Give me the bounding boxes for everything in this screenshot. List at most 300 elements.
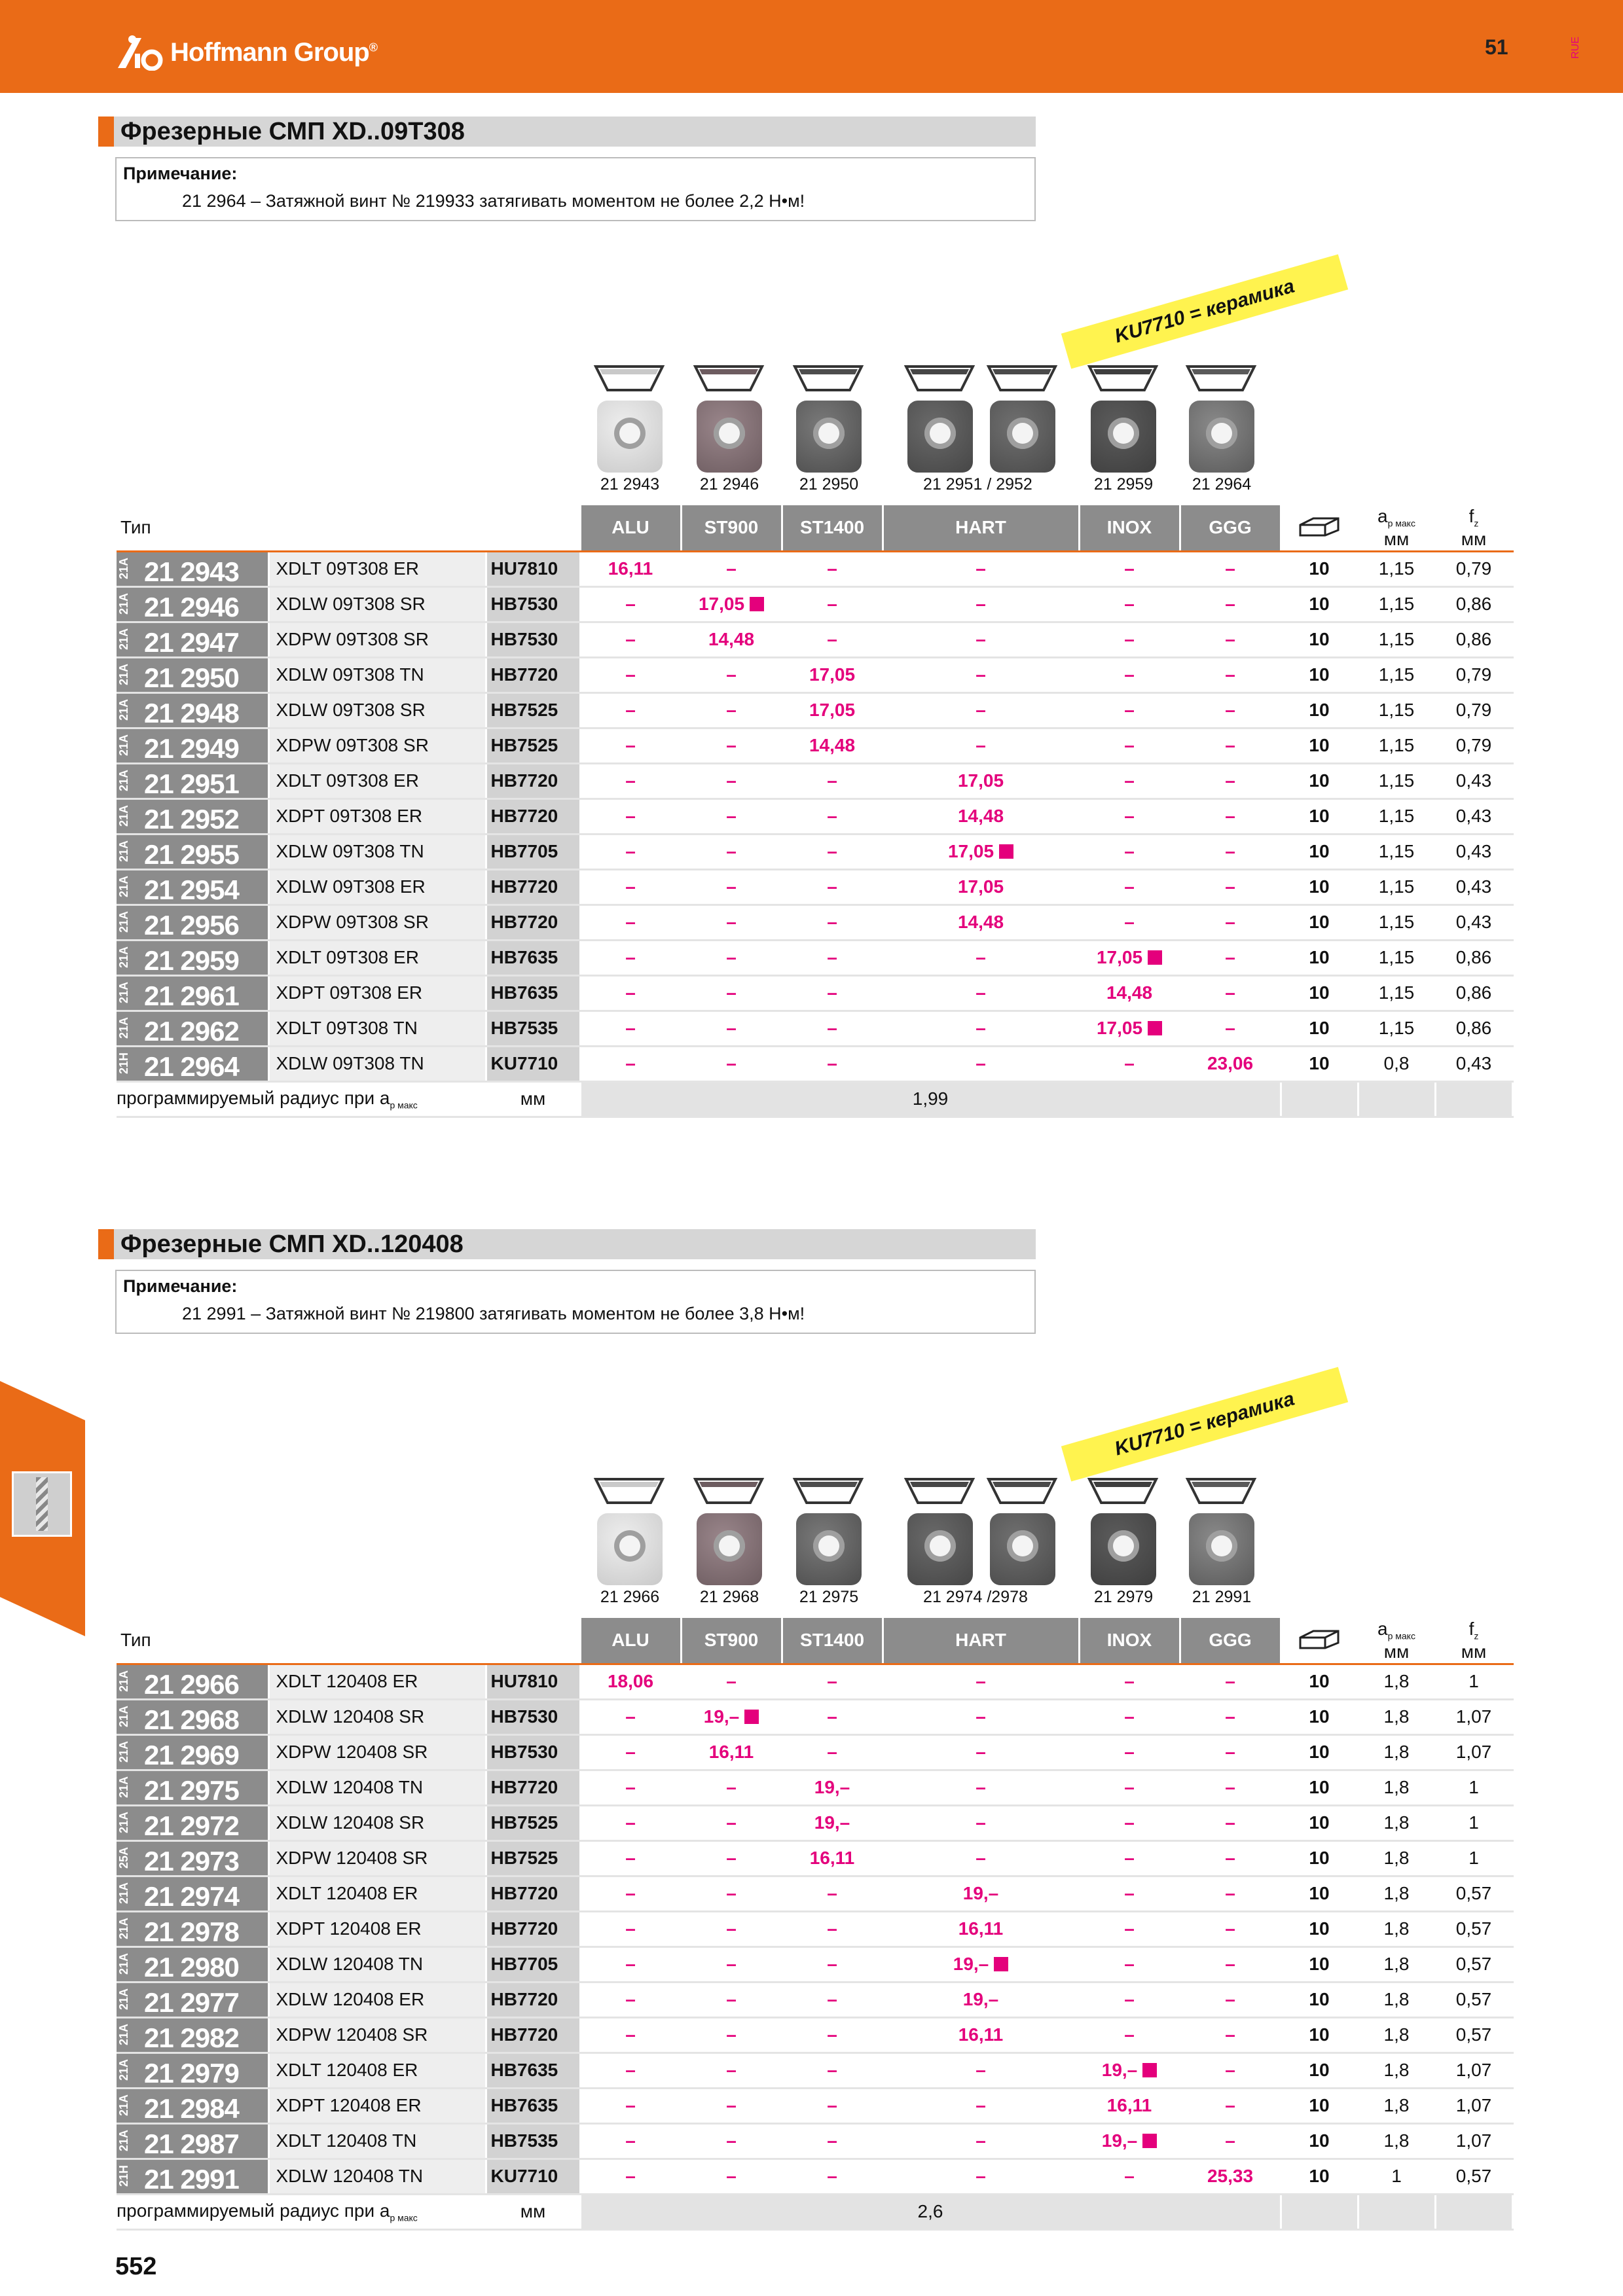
pack-quantity: 10 <box>1281 869 1358 905</box>
insert-side-icon <box>693 1477 765 1505</box>
fz-value: 0,43 <box>1435 1046 1512 1081</box>
insert-top-view <box>990 1513 1055 1585</box>
price-value: – <box>827 841 837 861</box>
price-cell <box>1180 692 1281 728</box>
article-id: 21 2979 <box>144 2057 239 2088</box>
grade-code: HB7530 <box>486 1699 580 1734</box>
article-number[interactable] <box>117 798 268 834</box>
price-cell <box>1180 1946 1281 1982</box>
price-cell <box>1079 2053 1180 2088</box>
grade-code: HB7525 <box>486 1840 580 1876</box>
note-box <box>115 1270 1036 1334</box>
insert-side-view <box>1185 1477 1257 1505</box>
ap-max-value: 1,15 <box>1358 834 1435 869</box>
table-row[interactable] <box>117 2053 1512 2088</box>
price-value: – <box>827 1918 837 1939</box>
table-row[interactable] <box>117 940 1512 975</box>
material-header-st900: ST900 <box>681 1618 782 1664</box>
radius-empty <box>1281 2194 1358 2229</box>
price-value: – <box>726 2166 737 2186</box>
brand-logo[interactable] <box>115 33 377 72</box>
material-header-inox: INOX <box>1079 1618 1180 1664</box>
ap-max-value: 1,8 <box>1358 1876 1435 1911</box>
price-cell <box>580 1982 681 2017</box>
price-cell <box>1180 657 1281 692</box>
price-value: – <box>726 912 737 932</box>
price-value: – <box>827 1989 837 2009</box>
price-cell <box>580 551 681 586</box>
price-value: – <box>1225 1671 1235 1691</box>
price-cell <box>1079 1046 1180 1081</box>
price-value: – <box>1124 1989 1135 2009</box>
article-prefix: 21A <box>117 1016 130 1039</box>
price-cell <box>580 1734 681 1770</box>
table-row[interactable] <box>117 551 1512 586</box>
price-value: – <box>625 2060 636 2080</box>
insert-label: 21 2979 <box>1093 1588 1154 1606</box>
price-cell <box>883 1840 1079 1876</box>
insert-top-view <box>597 401 663 473</box>
article-number[interactable] <box>117 657 268 692</box>
price-value: – <box>625 806 636 826</box>
table-row[interactable] <box>117 586 1512 622</box>
fz-value: 0,86 <box>1435 622 1512 657</box>
article-number[interactable] <box>117 1876 268 1911</box>
article-id: 21 2949 <box>144 732 239 763</box>
price-cell <box>782 905 883 940</box>
article-number[interactable] <box>117 1011 268 1046</box>
price-cell <box>681 728 782 763</box>
price-value: 19,– <box>962 1989 999 2009</box>
price-cell <box>782 763 883 798</box>
article-number[interactable] <box>117 2053 268 2088</box>
article-prefix: 25A <box>117 1846 130 1869</box>
ceramic-ribbon: KU7710 = керамика <box>1061 254 1348 368</box>
pack-quantity: 10 <box>1281 1699 1358 1734</box>
insert-label: 21 2968 <box>699 1588 759 1606</box>
insert-side-view <box>693 1477 765 1505</box>
article-number[interactable] <box>117 1805 268 1840</box>
price-cell <box>681 692 782 728</box>
price-cell <box>883 975 1079 1011</box>
radius-empty <box>1358 2194 1435 2229</box>
insert-side-view <box>1185 364 1257 393</box>
table-row[interactable] <box>117 975 1512 1011</box>
price-value: – <box>827 558 837 579</box>
price-cell <box>681 905 782 940</box>
ap-max-value: 1,8 <box>1358 1664 1435 1699</box>
article-prefix: 21A <box>117 946 130 968</box>
price-cell <box>782 869 883 905</box>
price-cell <box>580 1876 681 1911</box>
table-row[interactable] <box>117 1876 1512 1911</box>
material-header-hart: HART <box>883 1618 1079 1664</box>
price-cell <box>1180 1664 1281 1699</box>
price-value: – <box>1124 1777 1135 1797</box>
article-number[interactable] <box>117 2088 268 2123</box>
article-prefix: 21A <box>117 2058 130 2081</box>
insert-label: 21 2943 <box>600 475 660 493</box>
article-number[interactable] <box>117 1046 268 1081</box>
insert-side-view <box>1087 364 1159 393</box>
price-value: – <box>625 2024 636 2045</box>
page-number-bottom: 552 <box>115 2253 157 2280</box>
article-number[interactable] <box>117 586 268 622</box>
insert-designation: XDLW 09T308 SR <box>268 586 486 622</box>
article-number[interactable] <box>117 2017 268 2053</box>
price-value: 17,05 <box>957 876 1004 897</box>
insert-image <box>792 364 864 473</box>
article-number[interactable] <box>117 869 268 905</box>
article-number[interactable] <box>117 622 268 657</box>
price-value: – <box>976 2095 986 2115</box>
pack-quantity: 10 <box>1281 551 1358 586</box>
price-value: – <box>827 2024 837 2045</box>
insert-image <box>1185 364 1257 473</box>
price-value: – <box>1225 1742 1235 1762</box>
material-header-st900: ST900 <box>681 505 782 551</box>
price-cell <box>580 1770 681 1805</box>
article-number[interactable] <box>117 728 268 763</box>
article-number[interactable] <box>117 975 268 1011</box>
price-cell <box>1180 940 1281 975</box>
price-cell <box>1180 763 1281 798</box>
price-value: – <box>1225 1777 1235 1797</box>
table-row[interactable] <box>117 622 1512 657</box>
grade-code: HB7635 <box>486 940 580 975</box>
price-value: – <box>976 2166 986 2186</box>
article-number[interactable] <box>117 1946 268 1982</box>
article-prefix: 21A <box>117 2094 130 2116</box>
article-id: 21 2978 <box>144 1916 239 1946</box>
table-row[interactable] <box>117 2088 1512 2123</box>
table-row[interactable] <box>117 869 1512 905</box>
article-id: 21 2948 <box>144 697 239 728</box>
product-table <box>117 505 1514 1118</box>
price-value: – <box>976 1706 986 1727</box>
article-number[interactable] <box>117 1911 268 1946</box>
article-number[interactable] <box>117 1699 268 1734</box>
price-cell <box>1180 551 1281 586</box>
price-cell <box>1079 1982 1180 2017</box>
price-value: – <box>976 1848 986 1868</box>
price-cell <box>883 657 1079 692</box>
price-value: – <box>1225 947 1235 967</box>
price-cell <box>681 1664 782 1699</box>
insert-top-view <box>907 1513 973 1585</box>
ap-max-value: 1 <box>1358 2159 1435 2194</box>
price-cell <box>782 2088 883 2123</box>
article-prefix: 21H <box>117 1052 130 1074</box>
price-cell <box>782 1805 883 1840</box>
price-value: – <box>1124 1812 1135 1833</box>
price-value: – <box>1225 841 1235 861</box>
price-cell <box>580 798 681 834</box>
radius-empty <box>1281 1081 1358 1117</box>
price-value: – <box>976 664 986 685</box>
table-row[interactable] <box>117 1982 1512 2017</box>
radius-unit: мм <box>486 2194 580 2229</box>
table-row[interactable] <box>117 1770 1512 1805</box>
material-header-ggg: GGG <box>1180 1618 1281 1664</box>
price-value: – <box>726 1848 737 1868</box>
price-cell <box>782 692 883 728</box>
price-value: – <box>976 1812 986 1833</box>
price-value: 17,05 <box>698 594 745 614</box>
price-value: – <box>1225 1848 1235 1868</box>
price-value: 17,05 <box>809 664 856 685</box>
insert-designation: XDLT 09T308 TN <box>268 1011 486 1046</box>
insert-side-icon <box>903 364 976 393</box>
table-row[interactable] <box>117 692 1512 728</box>
insert-designation: XDLT 120408 ER <box>268 1876 486 1911</box>
price-value: – <box>976 2130 986 2151</box>
table-row[interactable] <box>117 1911 1512 1946</box>
price-cell <box>1079 1011 1180 1046</box>
price-cell <box>883 834 1079 869</box>
table-row[interactable] <box>117 1011 1512 1046</box>
table-row[interactable] <box>117 1664 1512 1699</box>
table-row[interactable] <box>117 657 1512 692</box>
table-row[interactable] <box>117 1805 1512 1840</box>
price-cell <box>681 1876 782 1911</box>
price-cell <box>1180 2053 1281 2088</box>
price-value: – <box>726 1918 737 1939</box>
price-value: – <box>1124 629 1135 649</box>
fz-value: 0,79 <box>1435 657 1512 692</box>
article-number[interactable] <box>117 1664 268 1699</box>
price-value: 16,11 <box>1106 2095 1152 2115</box>
price-cell <box>1079 869 1180 905</box>
note-text: 21 2991 – Затяжной винт № 219800 затягивать моментом не более 3,8 Н•м! <box>182 1304 805 1323</box>
price-value: 23,06 <box>1207 1053 1254 1073</box>
price-value: 16,11 <box>708 1742 754 1762</box>
price-cell <box>580 622 681 657</box>
price-cell <box>883 905 1079 940</box>
article-id: 21 2956 <box>144 909 239 940</box>
article-number[interactable] <box>117 551 268 586</box>
pack-quantity: 10 <box>1281 1911 1358 1946</box>
material-header-inox: INOX <box>1079 505 1180 551</box>
article-number[interactable] <box>117 2159 268 2194</box>
price-value: – <box>827 1671 837 1691</box>
article-number[interactable] <box>117 763 268 798</box>
price-cell <box>782 728 883 763</box>
price-value: – <box>726 841 737 861</box>
fz-value: 0,57 <box>1435 1911 1512 1946</box>
insert-label: 21 2950 <box>799 475 859 493</box>
table-row[interactable] <box>117 2017 1512 2053</box>
price-cell <box>580 1011 681 1046</box>
price-value: – <box>827 1053 837 1073</box>
fz-value: 0,86 <box>1435 1011 1512 1046</box>
pack-quantity: 10 <box>1281 728 1358 763</box>
grade-code: HB7720 <box>486 657 580 692</box>
price-cell <box>681 1770 782 1805</box>
table-row[interactable] <box>117 1734 1512 1770</box>
price-cell <box>782 622 883 657</box>
price-cell <box>681 1840 782 1876</box>
pack-quantity: 10 <box>1281 905 1358 940</box>
ap-max-value: 1,8 <box>1358 1805 1435 1840</box>
price-value: – <box>1225 1918 1235 1939</box>
grade-code: HB7635 <box>486 2053 580 2088</box>
price-value: – <box>1124 1706 1135 1727</box>
article-number[interactable] <box>117 1840 268 1876</box>
insert-image <box>903 1477 976 1585</box>
table-row[interactable] <box>117 1699 1512 1734</box>
pack-quantity: 10 <box>1281 975 1358 1011</box>
fz-value: 1 <box>1435 1805 1512 1840</box>
table-row[interactable] <box>117 834 1512 869</box>
price-value: – <box>726 806 737 826</box>
price-value: – <box>827 2166 837 2186</box>
section-1 <box>98 117 1492 1111</box>
article-number[interactable] <box>117 905 268 940</box>
table-row[interactable] <box>117 2123 1512 2159</box>
price-value: – <box>976 558 986 579</box>
price-value: – <box>976 1053 986 1073</box>
pack-quantity: 10 <box>1281 1840 1358 1876</box>
material-header-alu: ALU <box>580 1618 681 1664</box>
price-value: – <box>827 629 837 649</box>
price-cell <box>1180 2088 1281 2123</box>
grade-code: HU7810 <box>486 551 580 586</box>
insert-side-view <box>792 1477 864 1505</box>
price-cell <box>883 1805 1079 1840</box>
recommended-marker-icon <box>744 1710 759 1724</box>
price-cell <box>883 1046 1079 1081</box>
article-prefix: 21A <box>117 1670 130 1692</box>
price-value: – <box>1225 876 1235 897</box>
price-cell <box>681 2123 782 2159</box>
insert-designation: XDPT 09T308 ER <box>268 975 486 1011</box>
table-row[interactable] <box>117 2159 1512 2194</box>
note-text: 21 2964 – Затяжной винт № 219933 затягивать моментом не более 2,2 Н•м! <box>182 191 805 211</box>
table-row[interactable] <box>117 1946 1512 1982</box>
price-cell <box>782 1982 883 2017</box>
price-value: – <box>976 982 986 1003</box>
article-prefix: 21A <box>117 1776 130 1798</box>
table-row[interactable] <box>117 1046 1512 1081</box>
fz-value: 0,43 <box>1435 834 1512 869</box>
article-number[interactable] <box>117 2123 268 2159</box>
price-cell <box>782 1734 883 1770</box>
article-id: 21 2962 <box>144 1015 239 1046</box>
ap-max-value: 1,15 <box>1358 905 1435 940</box>
pack-quantity: 10 <box>1281 692 1358 728</box>
insert-label: 21 2974 /2978 <box>923 1588 1028 1606</box>
article-number[interactable] <box>117 1770 268 1805</box>
pack-quantity: 10 <box>1281 1734 1358 1770</box>
price-value: – <box>625 664 636 685</box>
price-cell <box>1079 1946 1180 1982</box>
recommended-marker-icon <box>1148 1021 1162 1035</box>
price-cell <box>1180 1734 1281 1770</box>
price-value: – <box>625 1053 636 1073</box>
pack-quantity: 10 <box>1281 2088 1358 2123</box>
insert-designation: XDLW 09T308 ER <box>268 869 486 905</box>
price-cell <box>883 763 1079 798</box>
price-cell <box>681 763 782 798</box>
recommended-marker-icon <box>1148 950 1162 965</box>
fz-value: 0,57 <box>1435 2017 1512 2053</box>
insert-side-icon <box>593 1477 665 1505</box>
radius-row <box>117 1081 1512 1117</box>
price-cell <box>580 1805 681 1840</box>
radius-row <box>117 2194 1512 2229</box>
article-prefix: 21A <box>117 557 130 579</box>
article-number[interactable] <box>117 1734 268 1770</box>
article-prefix: 21A <box>117 1705 130 1727</box>
price-cell <box>1180 1805 1281 1840</box>
article-id: 21 2968 <box>144 1704 239 1734</box>
price-value: – <box>1225 629 1235 649</box>
price-cell <box>883 1664 1079 1699</box>
price-cell <box>580 586 681 622</box>
insert-image <box>1087 1477 1159 1585</box>
insert-designation: XDPT 120408 ER <box>268 2088 486 2123</box>
material-header-ggg: GGG <box>1180 505 1281 551</box>
price-cell <box>681 551 782 586</box>
hoffmann-logo-icon <box>115 34 164 71</box>
pack-quantity: 10 <box>1281 586 1358 622</box>
article-number[interactable] <box>117 940 268 975</box>
article-number[interactable] <box>117 1982 268 2017</box>
table-row[interactable] <box>117 763 1512 798</box>
price-cell <box>782 1911 883 1946</box>
price-value: 19,– <box>814 1777 850 1797</box>
price-cell <box>782 940 883 975</box>
table-row[interactable] <box>117 905 1512 940</box>
article-id: 21 2974 <box>144 1880 239 1911</box>
price-cell <box>782 1770 883 1805</box>
price-cell <box>1180 2159 1281 2194</box>
price-cell <box>782 798 883 834</box>
price-cell <box>681 586 782 622</box>
price-value: 19,– <box>962 1883 999 1903</box>
price-value: 19,– <box>814 1812 850 1833</box>
pack-quantity: 10 <box>1281 622 1358 657</box>
grade-code: HB7525 <box>486 1805 580 1840</box>
price-cell <box>1079 763 1180 798</box>
price-value: – <box>827 876 837 897</box>
price-cell <box>1079 2159 1180 2194</box>
radius-empty <box>1358 1081 1435 1117</box>
table-row[interactable] <box>117 798 1512 834</box>
table-row[interactable] <box>117 1840 1512 1876</box>
insert-designation: XDLW 09T308 SR <box>268 692 486 728</box>
price-value: – <box>1124 770 1135 791</box>
price-cell <box>1079 2123 1180 2159</box>
price-value: 19,– <box>1101 2060 1138 2080</box>
price-cell <box>883 1734 1079 1770</box>
price-cell <box>782 2159 883 2194</box>
price-cell <box>782 975 883 1011</box>
price-cell <box>1180 728 1281 763</box>
price-cell <box>580 728 681 763</box>
article-number[interactable] <box>117 834 268 869</box>
ap-max-value: 1,15 <box>1358 975 1435 1011</box>
insert-count-icon <box>1298 516 1341 538</box>
ap-max-value: 1,15 <box>1358 798 1435 834</box>
ap-max-value: 1,8 <box>1358 1734 1435 1770</box>
price-value: – <box>726 2060 737 2080</box>
price-cell <box>580 2159 681 2194</box>
ap-max-value: 1,8 <box>1358 1911 1435 1946</box>
table-row[interactable] <box>117 728 1512 763</box>
article-number[interactable] <box>117 692 268 728</box>
